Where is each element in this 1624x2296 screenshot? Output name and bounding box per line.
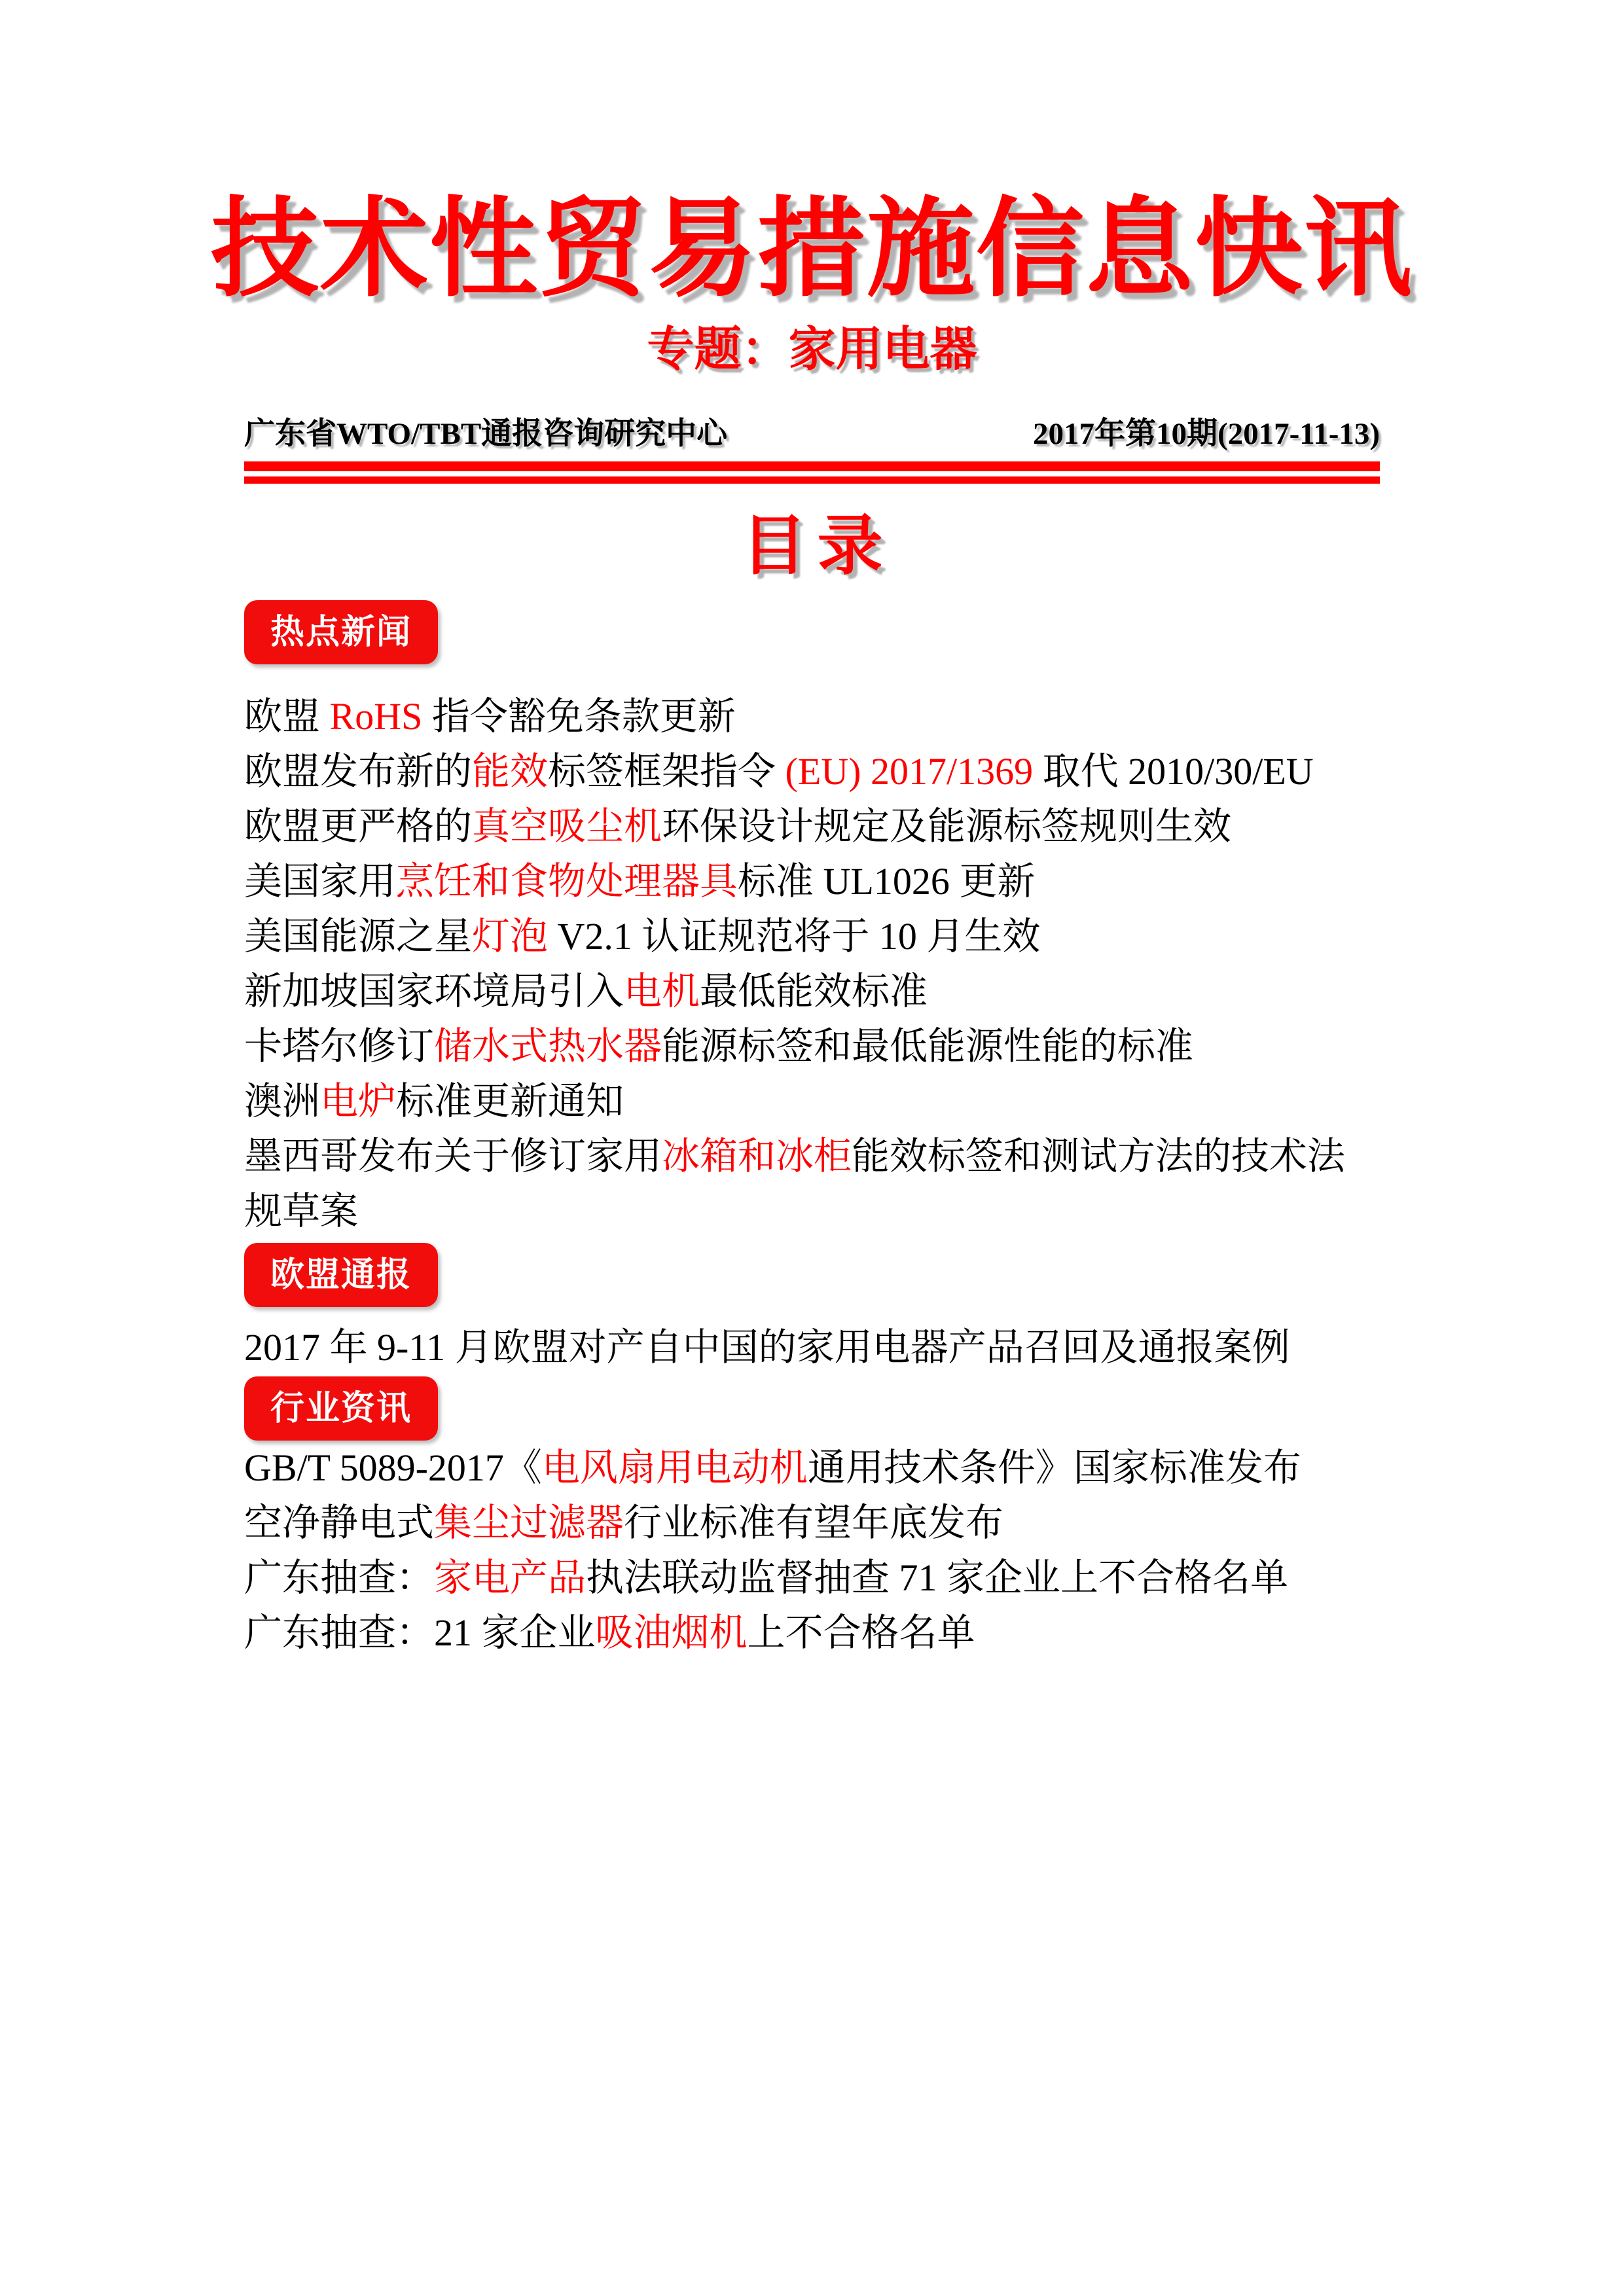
toc-item-segment: 欧盟发布新的 <box>244 750 473 793</box>
section-badge-2: 欧盟通报 <box>244 1243 438 1307</box>
toc-item-segment: V2.1 认证规范将于 10 月生效 <box>548 915 1041 958</box>
toc-item-segment: 通用技术条件》国家标准发布 <box>807 1446 1301 1490</box>
toc-item-segment: (EU) 2017/1369 <box>785 750 1034 793</box>
toc-item-segment: 电风扇用电动机 <box>541 1446 808 1490</box>
toc-item-segment: 墨西哥发布关于修订家用 <box>244 1135 662 1178</box>
toc-item-segment: 标准 UL1026 更新 <box>738 860 1036 903</box>
toc-item-segment: 能效 <box>472 750 549 793</box>
toc-item <box>244 1605 1380 1660</box>
toc-item-segment: 冰箱和冰柜 <box>662 1135 852 1178</box>
toc-item-segment: 欧盟 <box>244 695 330 738</box>
toc-item-segment: 最低能效标准 <box>700 970 928 1013</box>
toc-item-segment: 集尘过滤器 <box>434 1501 624 1545</box>
toc-item <box>244 1019 1380 1074</box>
toc-item-segment: 灯泡 <box>472 915 549 958</box>
section-item-list <box>244 689 1380 1239</box>
toc-item <box>244 799 1380 854</box>
toc-item-segment: 标签框架指令 <box>548 750 785 793</box>
publisher-name: 广东省WTO/TBT通报咨询研究中心 <box>244 417 728 452</box>
masthead-row <box>244 419 1380 450</box>
toc-item-segment: 执法联动监督抽查 71 家企业上不合格名单 <box>586 1556 1289 1600</box>
toc-item-segment: 上不合格名单 <box>747 1611 975 1655</box>
toc-item-segment: 烹饪和食物处理器具 <box>396 860 738 903</box>
toc-item-segment: 广东抽查： <box>244 1556 435 1600</box>
toc-item-segment: 美国能源之星 <box>244 915 473 958</box>
toc-item <box>244 854 1380 909</box>
toc-item-segment: 新加坡国家环境局引入 <box>244 970 624 1013</box>
toc-heading: 目录 <box>741 510 893 583</box>
toc-item-segment: 能源标签和最低能源性能的标准 <box>662 1025 1194 1068</box>
toc-item <box>244 1441 1380 1496</box>
toc-item <box>244 909 1380 964</box>
toc-item-segment: 行业标准有望年底发布 <box>624 1501 1004 1545</box>
toc-item-segment: 吸油烟机 <box>595 1611 748 1655</box>
toc-item-segment: 欧盟更严格的 <box>244 805 473 848</box>
toc-item <box>244 1320 1380 1375</box>
toc-item <box>244 1129 1380 1239</box>
toc-sections <box>244 600 1380 1660</box>
toc-item-segment: 环保设计规定及能源标签规则生效 <box>662 805 1232 848</box>
rule-bottom <box>244 476 1380 484</box>
issue-info: 2017年第10期(2017-11-13) <box>1032 417 1380 452</box>
toc-item-segment: 标准更新通知 <box>396 1080 624 1123</box>
newsletter-subtitle: 专题：家用电器 <box>647 323 977 376</box>
toc-item-segment: 真空吸尘机 <box>472 805 662 848</box>
toc-item-segment: 空净静电式 <box>244 1501 435 1545</box>
toc-item <box>244 1551 1380 1605</box>
rule-top <box>244 461 1380 471</box>
toc-item <box>244 1074 1380 1129</box>
toc-item-segment: 电机 <box>624 970 700 1013</box>
toc-item-segment: 澳洲 <box>244 1080 321 1123</box>
toc-item <box>244 964 1380 1019</box>
toc-item-segment: 卡塔尔修订 <box>244 1025 435 1068</box>
toc-item-segment: RoHS <box>329 695 423 738</box>
section-item-list <box>244 1320 1380 1375</box>
toc-item-segment: 2017 年 9-11 月欧盟对产自中国的家用电器产品召回及通报案例 <box>244 1326 1290 1369</box>
toc-item-segment: 储水式热水器 <box>434 1025 662 1068</box>
toc-item-segment: 家电产品 <box>434 1556 586 1600</box>
toc-item <box>244 689 1380 744</box>
toc-item <box>244 744 1380 799</box>
toc-item <box>244 1496 1380 1551</box>
toc-item-segment: 美国家用 <box>244 860 397 903</box>
section-badge-1: 热点新闻 <box>244 600 438 664</box>
toc-item-segment: 能效标签和测试方法的技术法规草案 <box>244 1135 1346 1233</box>
double-rule <box>244 461 1380 484</box>
toc-item-segment: 指令豁免条款更新 <box>422 695 736 738</box>
toc-item-segment: 电炉 <box>320 1080 397 1123</box>
toc-item-segment: 取代 2010/30/EU <box>1033 750 1314 793</box>
toc-item-segment: 广东抽查：21 家企业 <box>244 1611 596 1655</box>
section-item-list <box>244 1441 1380 1660</box>
section-badge-3: 行业资讯 <box>244 1376 438 1441</box>
toc-item-segment: GB/T 5089-2017《 <box>244 1446 542 1490</box>
newsletter-title: 技术性贸易措施信息快讯 <box>211 190 1413 310</box>
